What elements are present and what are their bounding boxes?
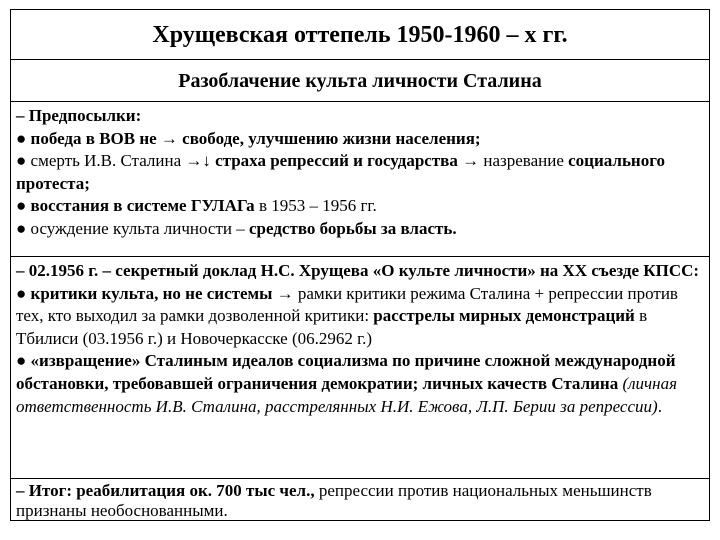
- summary-table: [10, 9, 710, 521]
- report-row: [11, 257, 709, 479]
- subtitle-row: [11, 60, 709, 102]
- page-title: Хрущевская оттепель 1950-1960 – х гг.: [152, 22, 568, 48]
- prerequisites-block: [11, 102, 709, 241]
- result-row: [11, 479, 709, 520]
- prerequisite-item: ● победа в ВОВ не → свободе, улучшению жизни населения;: [16, 128, 481, 148]
- report-item: ● «извращение» Сталиным идеалов социализма по причине сложной международной обстановки, требовавшей ограничения демократии; личных качеств Сталина (личная ответственность И.В. Сталина, расстрелянных Н.И. Ежова, Л.П. Берии за репрессии).: [16, 351, 677, 416]
- report-block: [11, 257, 709, 418]
- prerequisite-item: ● осуждение культа личности – средство борьбы за власть.: [16, 218, 457, 238]
- section-subtitle: Разоблачение культа личности Сталина: [178, 70, 542, 92]
- report-heading: – 02.1956 г. – секретный доклад Н.С. Хрущева «О культе личности» на XX съезде КПСС:: [16, 261, 700, 280]
- prerequisite-item: ● смерть И.В. Сталина →↓ страха репрессий и государства → назревание социального протеста;: [16, 151, 666, 193]
- report-item: ● критики культа, но не системы → рамки критики режима Сталина + репрессии против тех, кто выходил за рамки дозволенной критики: расстрелы мирных демонстраций в Тбилиси (03.1956 г.) и Новочеркасске (06.2962 г.): [16, 283, 678, 348]
- prerequisites-row: [11, 102, 709, 257]
- result-text: – Итог: реабилитация ок. 700 тыс чел., репрессии против национальных меньшинств признаны необоснованными.: [16, 481, 652, 520]
- prerequisites-heading: – Предпосылки:: [16, 106, 142, 125]
- prerequisite-item: ● восстания в системе ГУЛАГа в 1953 – 1956 гг.: [16, 196, 377, 216]
- title-row: [11, 10, 709, 60]
- result-block: [11, 479, 709, 521]
